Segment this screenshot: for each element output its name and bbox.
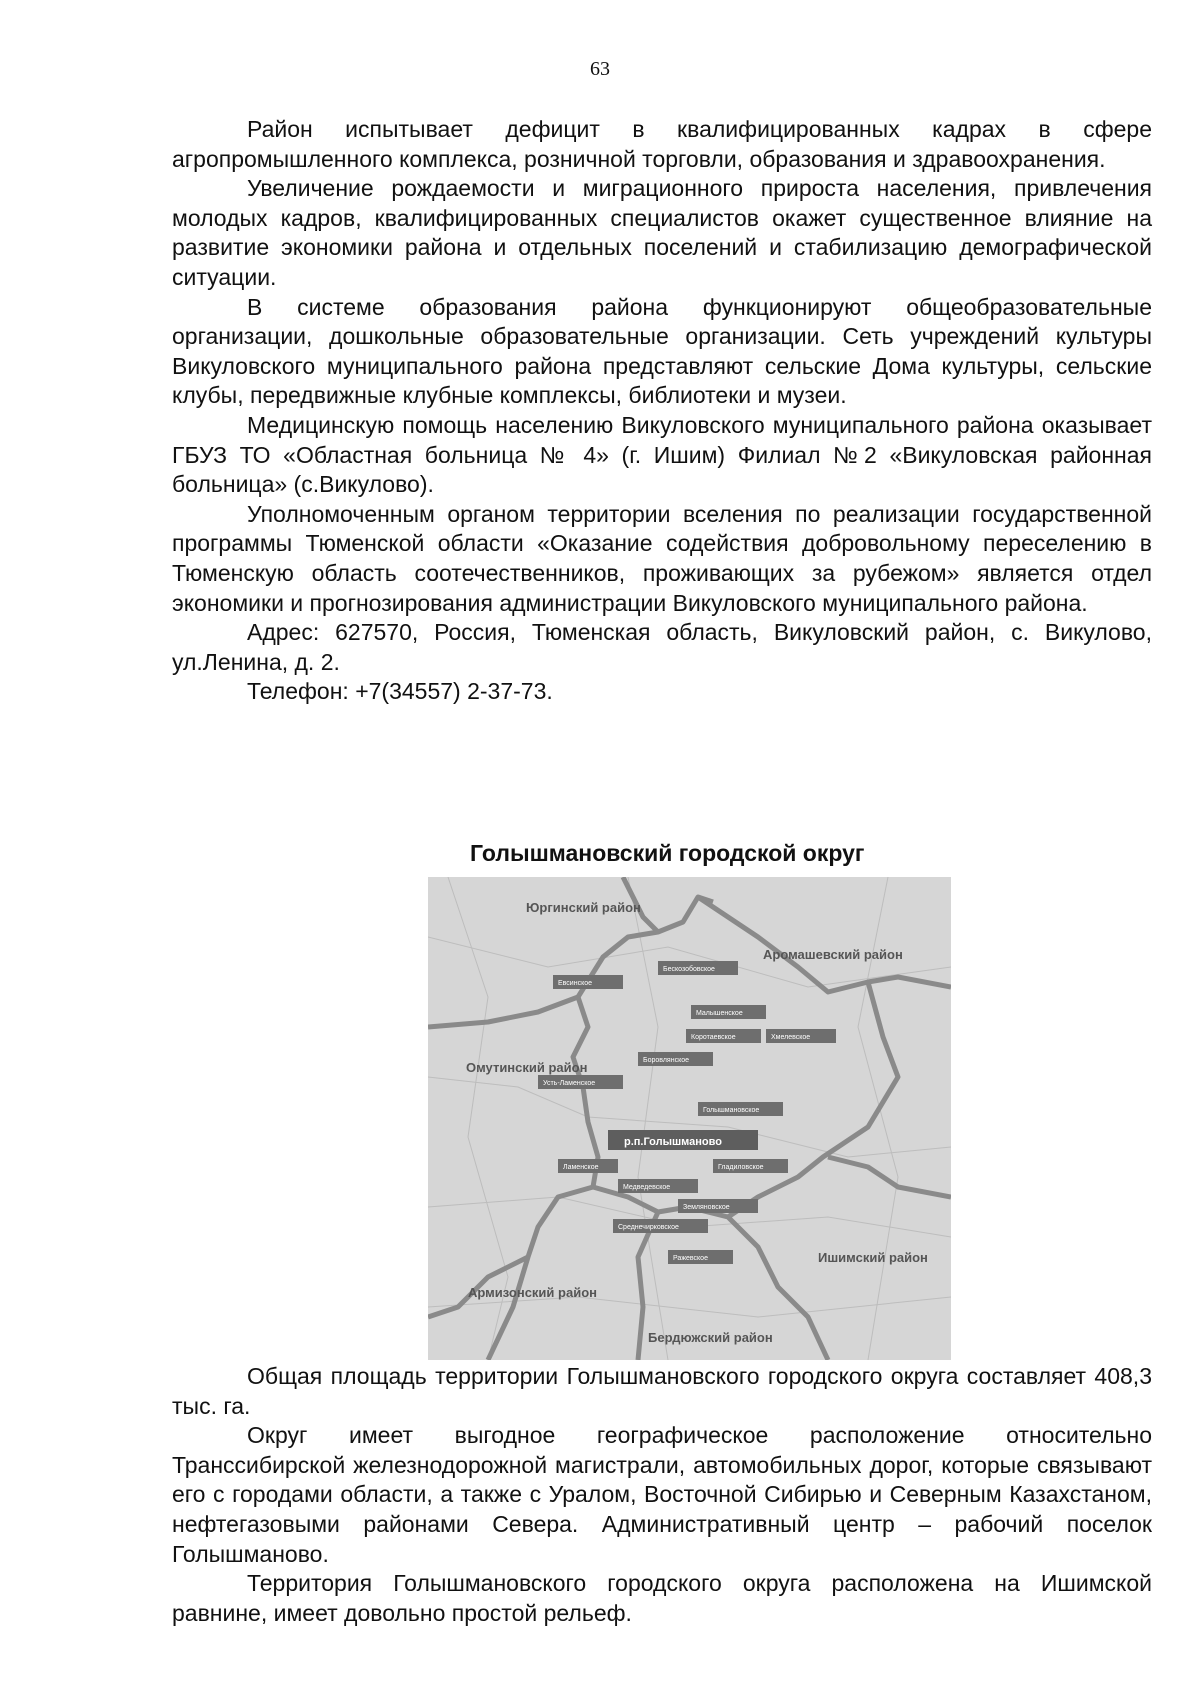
- paragraph: Округ имеет выгодное географическое расположение относительно Транссибирской железнодорожной магистрали, автомобильных дорог, которые связывают его с городами области, а также с Уралом, Восточной Сибирью и Северным Казахстаном, нефтегазовыми районами Севера. Административный центр – рабочий поселок Голышманово.: [172, 1422, 1152, 1567]
- paragraph: В системе образования района функционируют общеобразовательные организации, дошкольные образовательные организации. Сеть учреждений культуры Викуловского муниципального района представляют сельские Дома культуры, сельские клубы, передвижные клубные комплексы, библиотеки и музеи.: [172, 293, 1152, 409]
- settlement-koroticheskoe: Коротаевское: [691, 1034, 736, 1041]
- district-label-aromashevsky: Аромашевский район: [763, 947, 903, 962]
- text-block-top: [172, 115, 1152, 707]
- district-label-ishimsky: Ишимский район: [818, 1250, 928, 1265]
- paragraph: Адрес: 627570, Россия, Тюменская область, Викуловский район, с. Викулово, ул.Ленина, д. 2.: [172, 619, 1152, 675]
- paragraph: Общая площадь территории Голышмановского городского округа составляет 408,3 тыс. га.: [172, 1363, 1152, 1419]
- settlement-zemlyanskoe: Земляновское: [683, 1204, 730, 1211]
- paragraph: Район испытывает дефицит в квалифицированных кадрах в сфере агропромышленного комплекса, розничной торговли, образования и здравоохранения.: [172, 116, 1152, 172]
- paragraph: Уполномоченным органом территории вселения по реализации государственной программы Тюменской области «Оказание содействия добровольному переселению в Тюменскую область соотечественников, проживающих за рубежом» является отдел экономики и прогнозирования администрации Викуловского муниципального района.: [172, 500, 1152, 616]
- district-map-svg: [428, 877, 951, 1360]
- district-map: [428, 877, 951, 1360]
- district-label-yurginsky: Юргинский район: [526, 900, 641, 915]
- settlement-golyshmanovskoe: Голышмановское: [703, 1107, 760, 1114]
- settlement-srednechirkovskoe: Среднечирковское: [618, 1224, 679, 1231]
- text-block-bottom: [172, 1362, 1152, 1628]
- settlement-beskozobovskoe: Бескозобовское: [663, 966, 715, 973]
- section-heading: Голышмановский городской округ: [470, 840, 865, 866]
- page-number: 63: [590, 58, 610, 80]
- settlement-vvedenskoe: Евсинское: [558, 980, 593, 987]
- settlement-royevskoe: Ражевское: [673, 1255, 708, 1262]
- settlement-gladilovskoe: Гладиловское: [718, 1164, 764, 1171]
- district-label-omutinsky: Омутинский район: [466, 1060, 588, 1075]
- paragraph: Увеличение рождаемости и миграционного прироста населения, привлечения молодых кадров, квалифицированных специалистов окажет существенное влияние на развитие экономики района и отдельных поселений и стабилизацию демографической ситуации.: [172, 175, 1152, 290]
- district-label-armizonsky: Армизонский район: [468, 1285, 597, 1300]
- settlement-medvedevskoe: Медведевское: [623, 1184, 671, 1191]
- settlement-hmelevskoe: Хмелевское: [771, 1034, 811, 1041]
- settlement-lamenskoe: Ламенское: [563, 1164, 599, 1171]
- paragraph: Территория Голышмановского городского округа расположена на Ишимской равнине, имеет довольно простой рельеф.: [172, 1570, 1152, 1626]
- settlement-borovlyanskoe: Боровлянское: [643, 1057, 689, 1064]
- settlement-malysenskoe: Малышенское: [696, 1010, 743, 1017]
- settlement-center: р.п.Голышманово: [624, 1136, 722, 1148]
- paragraph: Телефон: +7(34557) 2-37-73.: [247, 678, 553, 705]
- settlement-ust-lamenskoe: Усть-Ламенское: [543, 1080, 596, 1087]
- district-label-berdyuzhsky: Бердюжский район: [648, 1330, 773, 1345]
- paragraph: Медицинскую помощь населению Викуловского муниципального района оказывает ГБУЗ ТО «Областная больница № 4» (г. Ишим) Филиал №2 «Викуловская районная больница» (с.Викулово).: [172, 411, 1152, 498]
